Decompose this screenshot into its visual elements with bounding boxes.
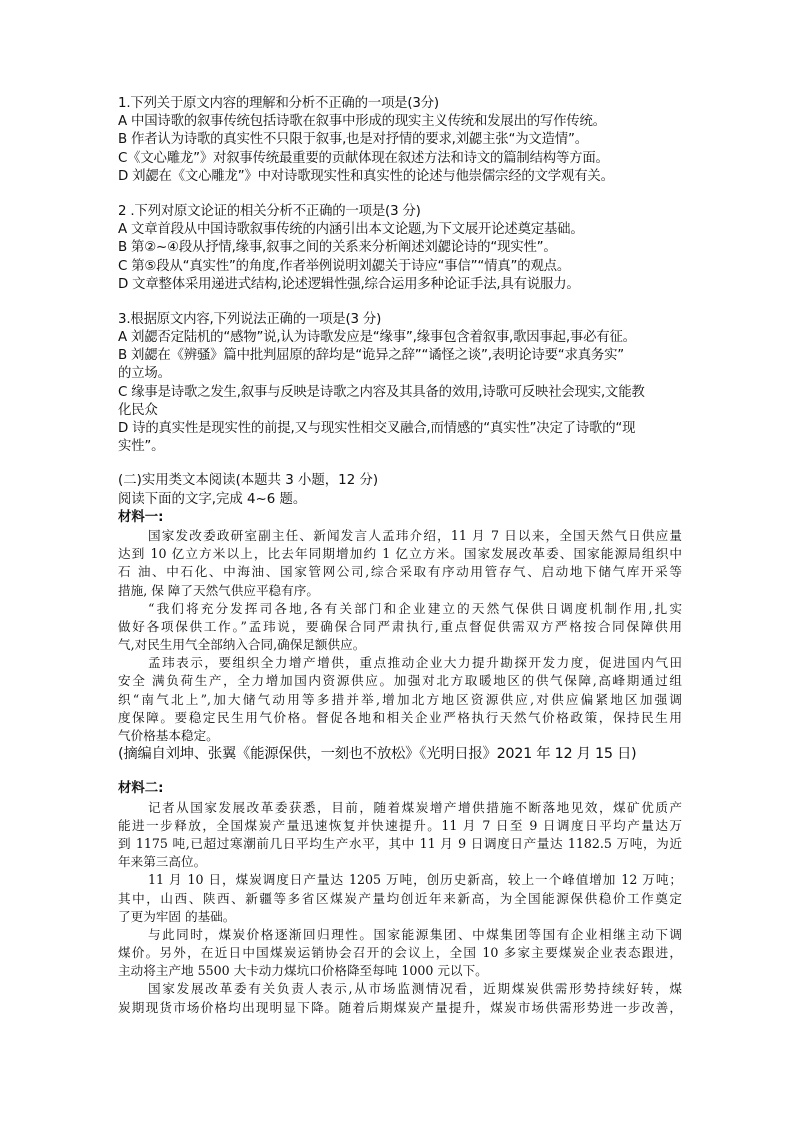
- option-d: D 刘勰在《文心雕龙”》中对诗歌现实性和真实性的论述与他崇儒宗经的文学观有关。: [118, 168, 614, 184]
- text-line: 气,对民生用气全部纳入合同,确保足额供应。: [118, 637, 366, 653]
- option-a: A 刘勰否定陆机的“感物”说,认为诗歌发应是“缘事”,缘事包含着叙事,歌因事起,事必有征。: [118, 330, 636, 346]
- question-title: 1.下列关于原文内容的理解和分析不正确的一项是(3分): [118, 96, 439, 111]
- text-line: 度保障。要稳定民生用气价格。督促各地和相关企业严格执行天然气价格政策，保持民生用: [118, 709, 682, 725]
- text-line: 记者从国家发展改革委获悉，目前，随着煤炭增产增供措施不断落地见效，煤矿优质产: [148, 799, 682, 815]
- question-3: [118, 311, 682, 457]
- text-line: 其中，山西、陕西、新疆等多省区煤炭产量均创近年来新高，为全国能源保供稳价工作奠定: [118, 890, 682, 906]
- text-line: 做好各项保供工作。”孟玮说，要确保合同严肃执行,重点督促供需双方严格按合同保障供用: [118, 618, 682, 634]
- text-line: 国家发改委政研室副主任、新闻发言人孟玮介绍，11 月 7 日以来，全国天然气日供应量: [148, 527, 682, 543]
- text-line: 炭期现货市场价格均出现明显下降。随着后期煤炭产量提升，煤炭市场供需形势进一步改善，: [118, 999, 682, 1015]
- text-line: 11 月 10 日，煤炭调度日产量达 1205 万吨，创历史新高，较上一个峰值增加 12 万吨；: [148, 872, 682, 888]
- text-line: 织“南气北上”,加大储气动用等多措并举,增加北方地区资源供应,对供应偏紧地区加强调: [118, 691, 682, 707]
- question-title: 3.根据原文内容,下列说法正确的一项是(3 分): [118, 311, 382, 327]
- text-line: 了更为牢固 的基础。: [118, 908, 236, 924]
- section-header: [118, 472, 682, 527]
- option-b-cont: 的立场。: [118, 366, 171, 382]
- material-2: [118, 799, 682, 1017]
- text-line: 到 1175 吨,已超过寒潮前几日平均生产水平，其中 11 月 9 日调度日产量达 1182.5 万吨，为近: [118, 835, 682, 851]
- material-1: [118, 527, 682, 763]
- text-line: “我们将充分发挥司各地,各有关部门和企业建立的天然气保供日调度机制作用,扎实: [148, 600, 682, 616]
- text-line: 石 油、中石化、中海油、国家管网公司,综合采取有序动用管存气、启动地下储气库开采等: [118, 564, 682, 580]
- question-title: 2 .下列对原文论证的相关分析不正确的一项是(3 分): [118, 203, 421, 219]
- section-instruction: 阅读下面的文字,完成 4~6 题。: [118, 491, 307, 507]
- text-line: 措施, 保 障了天然气供应平稳有序。: [118, 582, 319, 598]
- text-line: 安全 满负荷生产，全力增加国内资源供应。加强对北方取暖地区的供气保障,高峰期通过组: [118, 673, 682, 689]
- material-1-label: 材料一:: [118, 509, 164, 525]
- text-line: 孟玮表示，要组织全力增产增供，重点推动企业大力提升勘探开发力度，促进国内气田: [148, 655, 682, 671]
- option-c: C《文心雕龙”》对叙事传统最重要的贡献体现在叙述方法和诗文的篇制结构等方面。: [118, 150, 609, 166]
- text-line: 煤价。另外，在近日中国煤炭运销协会召开的会议上，全国 10 多家主要煤炭企业表态跟进，: [118, 945, 682, 961]
- option-c: C 第⑤段从“真实性”的角度,作者举例说明刘勰关于诗应“事信”“情真”的观点。: [118, 258, 571, 274]
- option-a: A 文章首段从中国诗歌叙事传统的内涵引出本文论题,为下文展开论述奠定基础。: [118, 222, 584, 238]
- option-c: C 缘事是诗歌之发生,叙事与反映是诗歌之内容及其具备的效用,诗歌可反映社会现实,文能教: [118, 384, 645, 400]
- text-line: 年来第三高位。: [118, 854, 207, 870]
- spacer: [118, 763, 682, 780]
- spacer: [118, 456, 682, 472]
- option-d: D 文章整体采用递进式结构,论述逻辑性强,综合运用多种论证手法,具有说服力。: [118, 276, 580, 292]
- text-line: 达到 10 亿立方米以上，比去年同期增加约 1 亿立方米。国家发展改革委、国家能源局组织中: [118, 546, 682, 562]
- exam-page: [118, 95, 682, 1017]
- option-b: B 作者认为诗歌的真实性不只限于叙事,也是对抒情的要求,刘勰主张“为文造情”。: [118, 132, 588, 148]
- spacer: [118, 294, 682, 311]
- text-line: 能进一步释放，全国煤炭产量迅速恢复并快速提升。11 月 7 日至 9 日调度日平均产量达万: [118, 817, 682, 833]
- option-d-cont: 实性”。: [118, 439, 165, 455]
- citation: (摘编自刘坤、张翼《能源保供，一刻也不放松》《光明日报》2021 年 12 月 15 日): [118, 746, 637, 763]
- material-2-label: 材料二:: [118, 781, 164, 797]
- option-b: B 第②~④段从抒情,缘事,叙事之间的关系来分析阐述刘勰论诗的“现实性”。: [118, 240, 557, 256]
- option-d: D 诗的真实性是现实性的前提,又与现实性相交叉融合,而情感的“真实性”决定了诗歌的“现: [118, 421, 636, 436]
- material-2-header: [118, 780, 682, 798]
- text-line: 国家发展改革委有关负责人表示,从市场监测情况看，近期煤炭供需形势持续好转，煤: [148, 981, 682, 997]
- question-1: [118, 95, 682, 186]
- question-2: [118, 203, 682, 294]
- spacer: [118, 186, 682, 203]
- text-line: 与此同时，煤炭价格逐渐回归理性。国家能源集团、中煤集团等国有企业相继主动下调: [148, 926, 682, 942]
- option-a: A 中国诗歌的叙事传统包括诗歌在叙事中形成的现实主义传统和发展出的写作传统。: [118, 114, 606, 130]
- option-c-cont: 化民众: [118, 402, 158, 418]
- text-line: 气价格基本稳定。: [118, 728, 219, 743]
- text-line: 主动将主产地 5500 大卡动力煤坑口价格降至每吨 1000 元以下。: [118, 963, 488, 979]
- option-b: B 刘勰在《辨骚》篇中批判屈原的辞均是“诡异之辞”“谲怪之谈”,表明论诗要“求真务实”: [118, 348, 625, 364]
- section-heading: (二)实用类文本阅读(本题共 3 小题，12 分): [118, 473, 379, 489]
